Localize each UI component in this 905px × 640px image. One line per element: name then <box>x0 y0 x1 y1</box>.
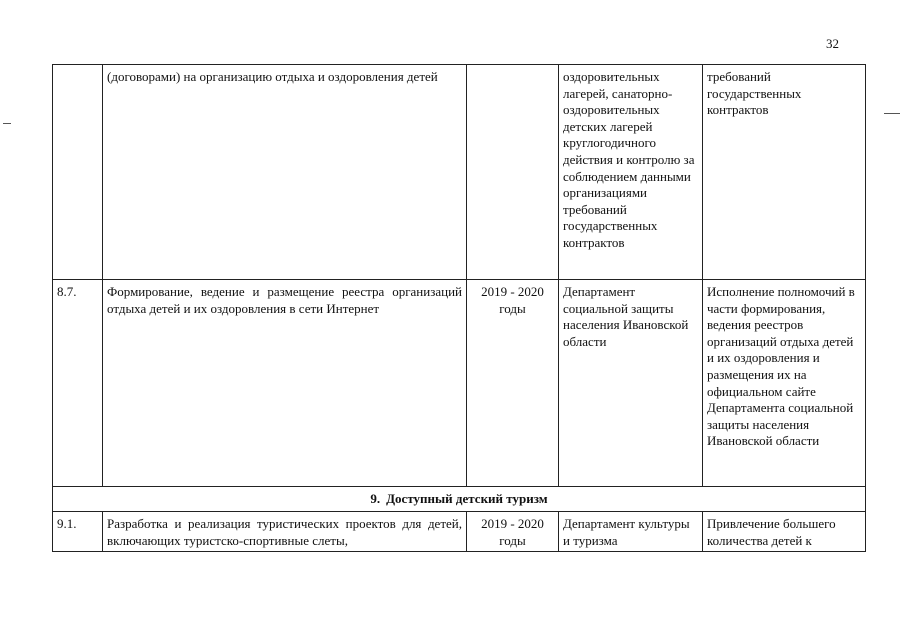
item-result: требований государственных контрактов <box>703 65 866 280</box>
section-row <box>53 487 866 512</box>
item-number: 9.1. <box>53 512 103 552</box>
section-title: Доступный детский туризм <box>386 491 548 506</box>
table-row <box>53 512 866 552</box>
item-period: 2019 - 2020 годы <box>467 512 559 552</box>
table-row <box>53 280 866 487</box>
item-description: Разработка и реализация туристических проектов для детей, включающих туристско-спортивные слеты, <box>103 512 467 552</box>
left-margin-mark <box>3 123 11 124</box>
right-margin-mark <box>884 113 900 114</box>
item-period <box>467 65 559 280</box>
section-number: 9. <box>370 491 381 506</box>
table-row <box>53 65 866 280</box>
page-number: 32 <box>826 36 839 51</box>
item-executor: оздоровительных лагерей, санаторно-оздоровительных детских лагерей круглогодичного действия и контролю за соблюдением данными организациями требований государственных контрактов <box>559 65 703 280</box>
item-result: Исполнение полномочий в части формирования, ведения реестров организаций отдыха детей и их оздоровления и размещения их на официальном сайте Департамента социальной защиты населения Ивановской области <box>703 280 866 487</box>
item-result: Привлечение большего количества детей к <box>703 512 866 552</box>
section-heading <box>53 487 866 512</box>
item-executor: Департамент социальной защиты населения Ивановской области <box>559 280 703 487</box>
item-number: 8.7. <box>53 280 103 487</box>
item-description: Формирование, ведение и размещение реестра организаций отдыха детей и их оздоровления в сети Интернет <box>103 280 467 487</box>
item-period: 2019 - 2020 годы <box>467 280 559 487</box>
item-description: (договорами) на организацию отдыха и оздоровления детей <box>103 65 467 280</box>
plan-table <box>52 64 866 552</box>
item-executor: Департамент культуры и туризма <box>559 512 703 552</box>
item-number <box>53 65 103 280</box>
